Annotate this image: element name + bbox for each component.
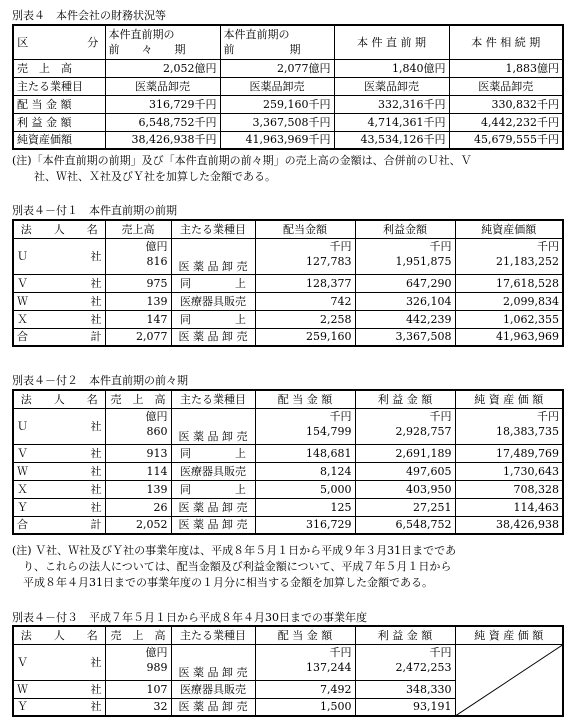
table-row bbox=[13, 462, 563, 480]
table-row bbox=[13, 77, 563, 95]
cell: 2,077億円 bbox=[220, 59, 334, 77]
net-assets-struck-cell bbox=[455, 644, 563, 716]
table41-caption: 別表４－付１ 本件直前期の前期 bbox=[12, 204, 177, 217]
cell: 同 上 bbox=[171, 310, 255, 328]
t4-header-col4: 本 件 相 続 期 bbox=[449, 25, 563, 59]
t42-header-div: 配 当 金 額 bbox=[255, 390, 355, 408]
cell: 6,548,752 bbox=[355, 516, 455, 534]
cell: 2,258 bbox=[255, 310, 355, 328]
cell: 同 上 bbox=[171, 480, 255, 498]
cell: 千円 2,472,253 bbox=[355, 644, 455, 680]
cell: 259,160 bbox=[255, 328, 355, 346]
corp-name: Ｗ 社 bbox=[13, 292, 105, 310]
t42-header-net: 純 資 産 価 額 bbox=[455, 390, 563, 408]
table43-caption: 別表４－付３ 平成７年５月１日から平成８年４月30日までの事業年度 bbox=[12, 611, 367, 624]
t41-header-div: 配当金額 bbox=[255, 220, 355, 238]
t4-header-col3: 本 件 直 前 期 bbox=[334, 25, 449, 59]
cell: 4,442,232千円 bbox=[449, 113, 563, 131]
cell: 442,239 bbox=[355, 310, 455, 328]
cell: 1,883億円 bbox=[449, 59, 563, 77]
cell: 1,730,643 bbox=[455, 462, 563, 480]
cell: 647,290 bbox=[355, 274, 455, 292]
cell: 1,062,355 bbox=[455, 310, 563, 328]
t41-header-name: 法 人 名 bbox=[13, 220, 105, 238]
cell: 千円 1,951,875 bbox=[355, 238, 455, 274]
cell: 医 薬 品 卸 売 bbox=[171, 408, 255, 444]
cell: 7,492 bbox=[255, 680, 355, 698]
table-row bbox=[13, 292, 563, 310]
corp-name: 合 計 bbox=[13, 328, 105, 346]
t42-header-profit: 利 益 金 額 bbox=[355, 390, 455, 408]
table-row bbox=[13, 516, 563, 534]
cell: 医療器具販売 bbox=[171, 292, 255, 310]
cell: 8,124 bbox=[255, 462, 355, 480]
cell: 医薬品卸売 bbox=[334, 77, 449, 95]
cell: 同 上 bbox=[171, 274, 255, 292]
cell: 2,052 bbox=[105, 516, 171, 534]
table-row bbox=[13, 498, 563, 516]
cell: 2,052億円 bbox=[105, 59, 220, 77]
cell: 975 bbox=[105, 274, 171, 292]
cell: 41,963,969千円 bbox=[220, 131, 334, 149]
t43-header-div: 配 当 金 額 bbox=[255, 626, 355, 644]
corp-name: 合 計 bbox=[13, 516, 105, 534]
corp-name: Ｘ 社 bbox=[13, 480, 105, 498]
cell: 139 bbox=[105, 292, 171, 310]
cell: 千円 127,783 bbox=[255, 238, 355, 274]
t41-header-sales: 売上高 bbox=[105, 220, 171, 238]
corp-name: Ｖ 社 bbox=[13, 274, 105, 292]
table43 bbox=[12, 625, 564, 717]
cell: 403,950 bbox=[355, 480, 455, 498]
row-label: 純資産価額 bbox=[13, 131, 105, 149]
cell: 医薬品卸売 bbox=[220, 77, 334, 95]
corp-name: Ｗ 社 bbox=[13, 462, 105, 480]
table-row bbox=[13, 59, 563, 77]
cell: 千円 154,799 bbox=[255, 408, 355, 444]
cell: 913 bbox=[105, 444, 171, 462]
cell: 医 薬 品 卸 売 bbox=[171, 498, 255, 516]
cell: 17,489,769 bbox=[455, 444, 563, 462]
table-row bbox=[13, 113, 563, 131]
t43-header-sales: 売 上 高 bbox=[105, 626, 171, 644]
cell: 43,534,126千円 bbox=[334, 131, 449, 149]
cell: 38,426,938 bbox=[455, 516, 563, 534]
table4-note-line2: 社、Ｗ社、Ｘ社及びＹ社を加算した金額である。 bbox=[12, 170, 276, 183]
cell: 4,714,361千円 bbox=[334, 113, 449, 131]
cell: 医 薬 品 卸 売 bbox=[171, 644, 255, 680]
cell: 6,548,752千円 bbox=[105, 113, 220, 131]
cell: 医 薬 品 卸 売 bbox=[171, 238, 255, 274]
cell: 医 薬 品 卸 売 bbox=[171, 698, 255, 716]
table-row bbox=[13, 328, 563, 346]
cell: 1,840億円 bbox=[334, 59, 449, 77]
cell: 316,729千円 bbox=[105, 95, 220, 113]
table-row bbox=[13, 480, 563, 498]
table-row bbox=[13, 95, 563, 113]
table-row bbox=[13, 644, 563, 680]
table-row bbox=[13, 310, 563, 328]
corp-name: Ｘ 社 bbox=[13, 310, 105, 328]
row-label: 売 上 高 bbox=[13, 59, 105, 77]
cell: 38,426,938千円 bbox=[105, 131, 220, 149]
table42-note-line3: 平成８年４月31日までの事業年度の１月分に相当する金額を加算した金額である。 bbox=[12, 576, 433, 589]
t43-header-name: 法 人 名 bbox=[13, 626, 105, 644]
corp-name: Ｖ 社 bbox=[13, 444, 105, 462]
cell: 同 上 bbox=[171, 444, 255, 462]
t43-header-biz: 主たる業種目 bbox=[171, 626, 255, 644]
cell: 332,316千円 bbox=[334, 95, 449, 113]
cell: 千円 2,928,757 bbox=[355, 408, 455, 444]
cell: 316,729 bbox=[255, 516, 355, 534]
table-row bbox=[13, 131, 563, 149]
t4-header-kubun: 区 分 bbox=[13, 25, 105, 59]
cell: 千円 21,183,252 bbox=[455, 238, 563, 274]
cell: 497,605 bbox=[355, 462, 455, 480]
cell: 708,328 bbox=[455, 480, 563, 498]
table42-caption: 別表４－付２ 本件直前期の前々期 bbox=[12, 374, 188, 387]
row-label: 主たる業種目 bbox=[13, 77, 105, 95]
t42-header-biz: 主たる業種目 bbox=[171, 390, 255, 408]
cell: 259,160千円 bbox=[220, 95, 334, 113]
cell: 医療器具販売 bbox=[171, 462, 255, 480]
cell: 125 bbox=[255, 498, 355, 516]
corp-name: Ｖ 社 bbox=[13, 644, 105, 680]
cell: 3,367,508 bbox=[355, 328, 455, 346]
table42-note-line2: り、これらの法人については、配当金額及び利益金額について、平成７年５月１日から bbox=[12, 560, 452, 573]
table4-note-line1: (注)「本件直前期の前期」及び「本件直前期の前々期」の売上高の金額は、合併前のＵ社、Ｖ bbox=[12, 154, 472, 167]
t41-header-profit: 利益金額 bbox=[355, 220, 455, 238]
corp-name: Ｗ 社 bbox=[13, 680, 105, 698]
table4 bbox=[12, 24, 564, 150]
cell: 32 bbox=[105, 698, 171, 716]
cell: 114 bbox=[105, 462, 171, 480]
table41 bbox=[12, 219, 564, 347]
cell: 147 bbox=[105, 310, 171, 328]
t42-header-sales: 売 上 高 bbox=[105, 390, 171, 408]
cell: 17,618,528 bbox=[455, 274, 563, 292]
cell: 医 薬 品 卸 売 bbox=[171, 516, 255, 534]
row-label: 利 益 金 額 bbox=[13, 113, 105, 131]
cell: 医薬品卸売 bbox=[449, 77, 563, 95]
cell: 5,000 bbox=[255, 480, 355, 498]
table-row bbox=[13, 444, 563, 462]
cell: 医薬品卸売 bbox=[105, 77, 220, 95]
cell: 1,500 bbox=[255, 698, 355, 716]
t42-header-name: 法 人 名 bbox=[13, 390, 105, 408]
cell: 医療器具販売 bbox=[171, 680, 255, 698]
cell: 億円 989 bbox=[105, 644, 171, 680]
corp-name: Ｕ 社 bbox=[13, 408, 105, 444]
table-row bbox=[13, 238, 563, 274]
row-label: 配 当 金 額 bbox=[13, 95, 105, 113]
t43-header-profit: 利 益 金 額 bbox=[355, 626, 455, 644]
table42-note-line1: (注) Ｖ社、Ｗ社及びＹ社の事業年度は、平成８年５月１日から平成９年３月31日までであ bbox=[12, 544, 457, 557]
cell: 3,367,508千円 bbox=[220, 113, 334, 131]
t41-header-net: 純資産価額 bbox=[455, 220, 563, 238]
cell: 93,191 bbox=[355, 698, 455, 716]
cell: 107 bbox=[105, 680, 171, 698]
t4-header-col1: 本件直前期の 前 々 期 bbox=[105, 25, 220, 59]
diagonal-strike bbox=[456, 645, 563, 716]
cell: 330,832千円 bbox=[449, 95, 563, 113]
table42 bbox=[12, 389, 564, 535]
cell: 億円 860 bbox=[105, 408, 171, 444]
table4-caption: 別表４ 本件会社の財務状況等 bbox=[12, 9, 166, 22]
cell: 128,377 bbox=[255, 274, 355, 292]
cell: 326,104 bbox=[355, 292, 455, 310]
cell: 348,330 bbox=[355, 680, 455, 698]
cell: 26 bbox=[105, 498, 171, 516]
cell: 千円 18,383,735 bbox=[455, 408, 563, 444]
cell: 2,077 bbox=[105, 328, 171, 346]
corp-name: Ｙ 社 bbox=[13, 498, 105, 516]
t4-header-col2: 本件直前期の 前 期 bbox=[220, 25, 334, 59]
cell: 139 bbox=[105, 480, 171, 498]
table-row bbox=[13, 274, 563, 292]
corp-name: Ｕ 社 bbox=[13, 238, 105, 274]
cell: 億円 816 bbox=[105, 238, 171, 274]
cell: 148,681 bbox=[255, 444, 355, 462]
t41-header-biz: 主たる業種目 bbox=[171, 220, 255, 238]
cell: 41,963,969 bbox=[455, 328, 563, 346]
table-row bbox=[13, 408, 563, 444]
cell: 2,099,834 bbox=[455, 292, 563, 310]
cell: 114,463 bbox=[455, 498, 563, 516]
cell: 742 bbox=[255, 292, 355, 310]
cell: 千円 137,244 bbox=[255, 644, 355, 680]
cell: 2,691,189 bbox=[355, 444, 455, 462]
cell: 27,251 bbox=[355, 498, 455, 516]
corp-name: Ｙ 社 bbox=[13, 698, 105, 716]
t43-header-net: 純 資 産 価 額 bbox=[455, 626, 563, 644]
cell: 医 薬 品 卸 売 bbox=[171, 328, 255, 346]
cell: 45,679,555千円 bbox=[449, 131, 563, 149]
